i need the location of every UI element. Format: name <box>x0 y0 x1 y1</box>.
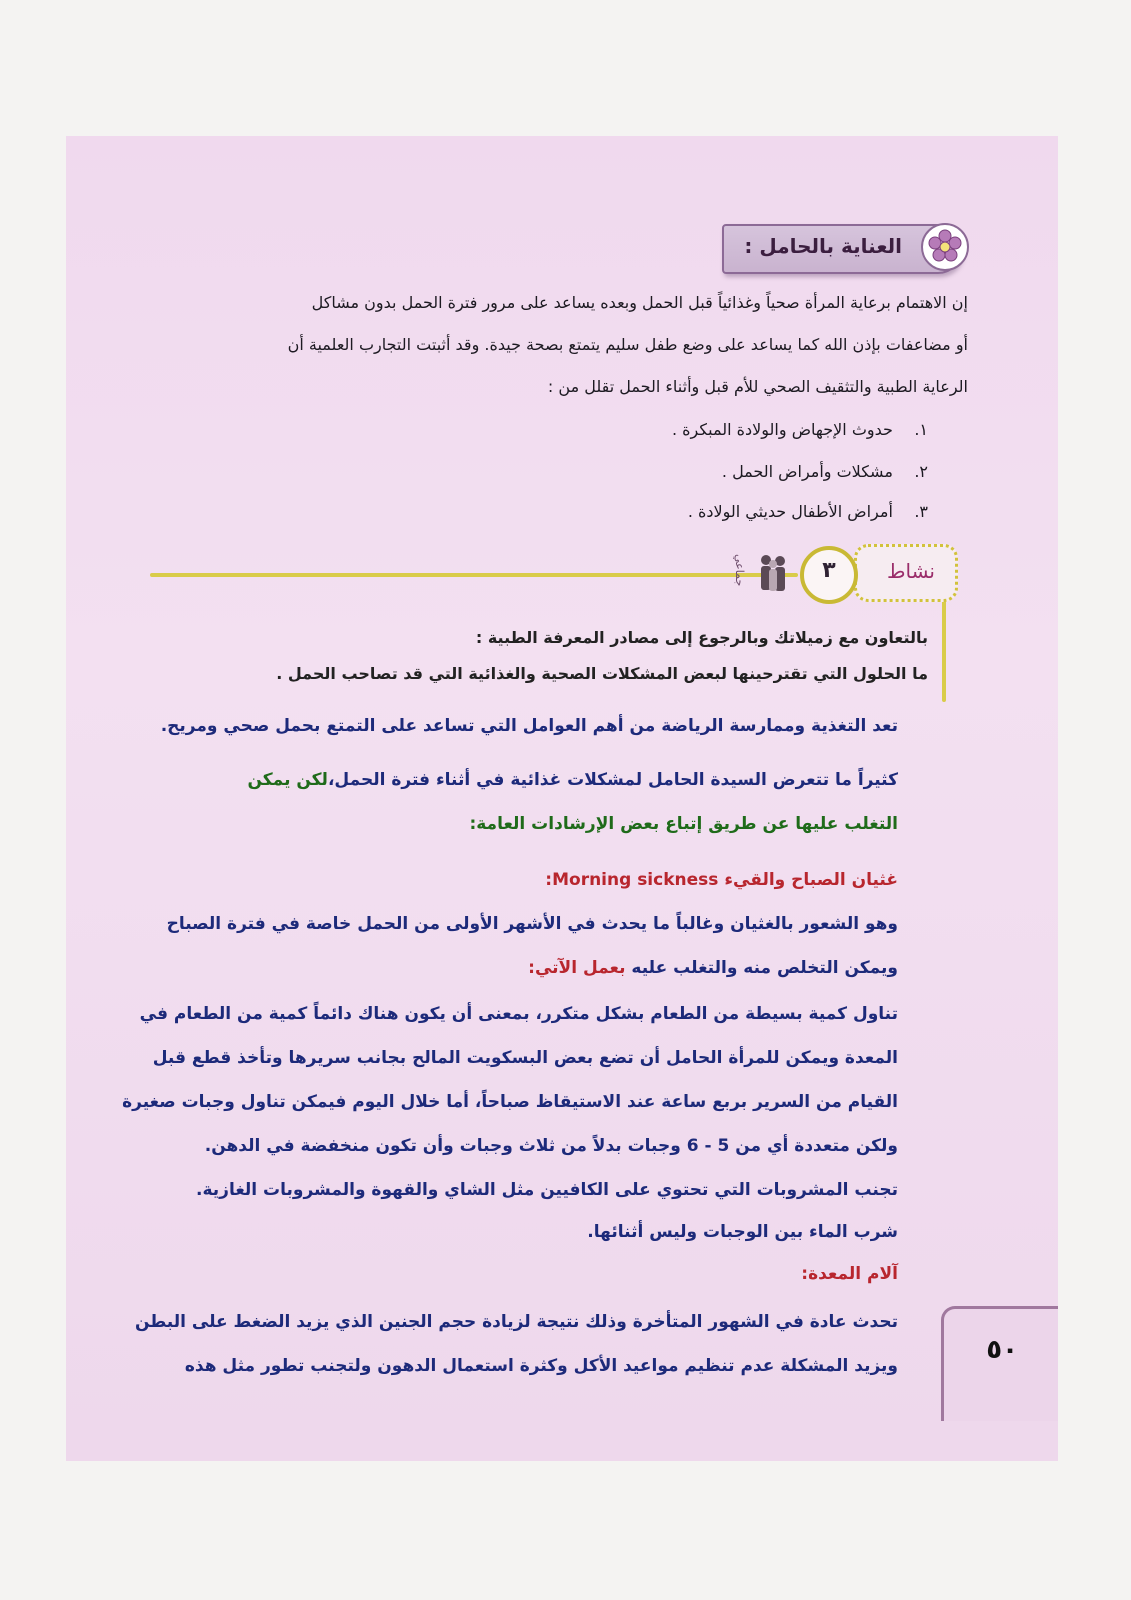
body-paragraph: القيام من السرير بربع ساعة عند الاستيقاظ صباحاً، أما خلال اليوم فيمكن تناول وجبات صغيرة <box>122 1092 898 1112</box>
list-item <box>688 502 928 521</box>
activity-number-badge <box>800 546 858 604</box>
activity-divider <box>150 573 798 577</box>
list-item-number: ١. <box>914 420 928 439</box>
list-item <box>672 420 928 439</box>
activity-side-bar <box>942 596 946 702</box>
section-header <box>722 224 962 274</box>
list-item-text: مشكلات وأمراض الحمل . <box>721 462 893 481</box>
activity-label: نشاط <box>887 559 935 583</box>
subheading-stomach-pain: آلام المعدة: <box>801 1264 898 1284</box>
body-paragraph: ويزيد المشكلة عدم تنظيم مواعيد الأكل وكثرة استعمال الدهون ولتجنب تطور مثل هذه <box>184 1356 898 1376</box>
intro-line-1: إن الاهتمام برعاية المرأة صحياً وغذائياً قبل الحمل وبعده يساعد على مرور فترة الحمل بدون مشاكل <box>311 293 968 312</box>
body-text-highlight: بعمل الآتي: <box>528 958 626 978</box>
list-item-number: ٣. <box>914 502 928 521</box>
body-paragraph <box>528 958 898 978</box>
body-text: ويمكن التخلص منه والتغلب عليه <box>631 958 898 978</box>
body-paragraph: وهو الشعور بالغثيان وغالباً ما يحدث في الأشهر الأولى من الحمل خاصة في فترة الصباح <box>166 914 898 934</box>
body-paragraph <box>247 770 898 790</box>
intro-line-3: الرعاية الطبية والتثقيف الصحي للأم قبل وأثناء الحمل تقلل من : <box>547 377 968 396</box>
body-paragraph: ولكن متعددة أي من 5 - 6 وجبات بدلاً من ثلاث وجبات وأن تكون منخفضة في الدهن. <box>204 1136 898 1156</box>
intro-line-2: أو مضاعفات بإذن الله كما يساعد على وضع طفل سليم يتمتع بصحة جيدة. وقد أثبتت التجارب العلمية أن <box>287 335 968 354</box>
activity-number: ٣ <box>822 558 836 583</box>
activity-type-caption: جماعي <box>733 554 746 587</box>
body-paragraph: تجنب المشروبات التي تحتوي على الكافيين مثل الشاي والقهوة والمشروبات الغازية. <box>196 1180 898 1200</box>
body-paragraph: التغلب عليها عن طريق إتباع بعض الإرشادات العامة: <box>469 814 898 834</box>
list-item-number: ٢. <box>914 462 928 481</box>
body-paragraph: تناول كمية بسيطة من الطعام بشكل متكرر، بمعنى أن يكون هناك دائماً كمية من الطعام في <box>139 1004 898 1024</box>
page <box>66 136 1058 1461</box>
activity-line-1: بالتعاون مع زميلاتك وبالرجوع إلى مصادر المعرفة الطبية : <box>475 628 928 647</box>
list-item <box>722 462 928 481</box>
activity-label-box <box>854 544 958 602</box>
list-item-text: أمراض الأطفال حديثي الولادة . <box>687 502 893 521</box>
section-title: العناية بالحامل : <box>744 234 902 258</box>
page-number-box <box>941 1306 1058 1421</box>
subheading-morning-sickness: غثيان الصباح والقيء Morning sickness: <box>545 870 898 890</box>
activity-line-2: ما الحلول التي تقترحينها لبعض المشكلات الصحية والغذائية التي قد تصاحب الحمل . <box>276 664 928 683</box>
body-paragraph: المعدة ويمكن للمرأة الحامل أن تضع بعض البسكويت المالح بجانب سريرها وتأخذ قطع قبل <box>152 1048 898 1068</box>
body-text-highlight: لكن يمكن <box>247 770 328 790</box>
body-paragraph: تحدث عادة في الشهور المتأخرة وذلك نتيجة لزيادة حجم الجنين الذي يزيد الضغط على البطن <box>134 1312 898 1332</box>
body-paragraph: شرب الماء بين الوجبات وليس أثنائها. <box>587 1222 898 1242</box>
flower-icon <box>920 222 970 272</box>
body-paragraph: تعد التغذية وممارسة الرياضة من أهم العوامل التي تساعد على التمتع بحمل صحي ومريح. <box>160 716 898 736</box>
list-item-text: حدوث الإجهاض والولادة المبكرة . <box>671 420 893 439</box>
group-people-icon <box>752 551 796 597</box>
body-text: كثيراً ما تتعرض السيدة الحامل لمشكلات غذائية في أثناء فترة الحمل، <box>327 770 898 790</box>
page-number: ٥٠ <box>986 1335 1018 1365</box>
